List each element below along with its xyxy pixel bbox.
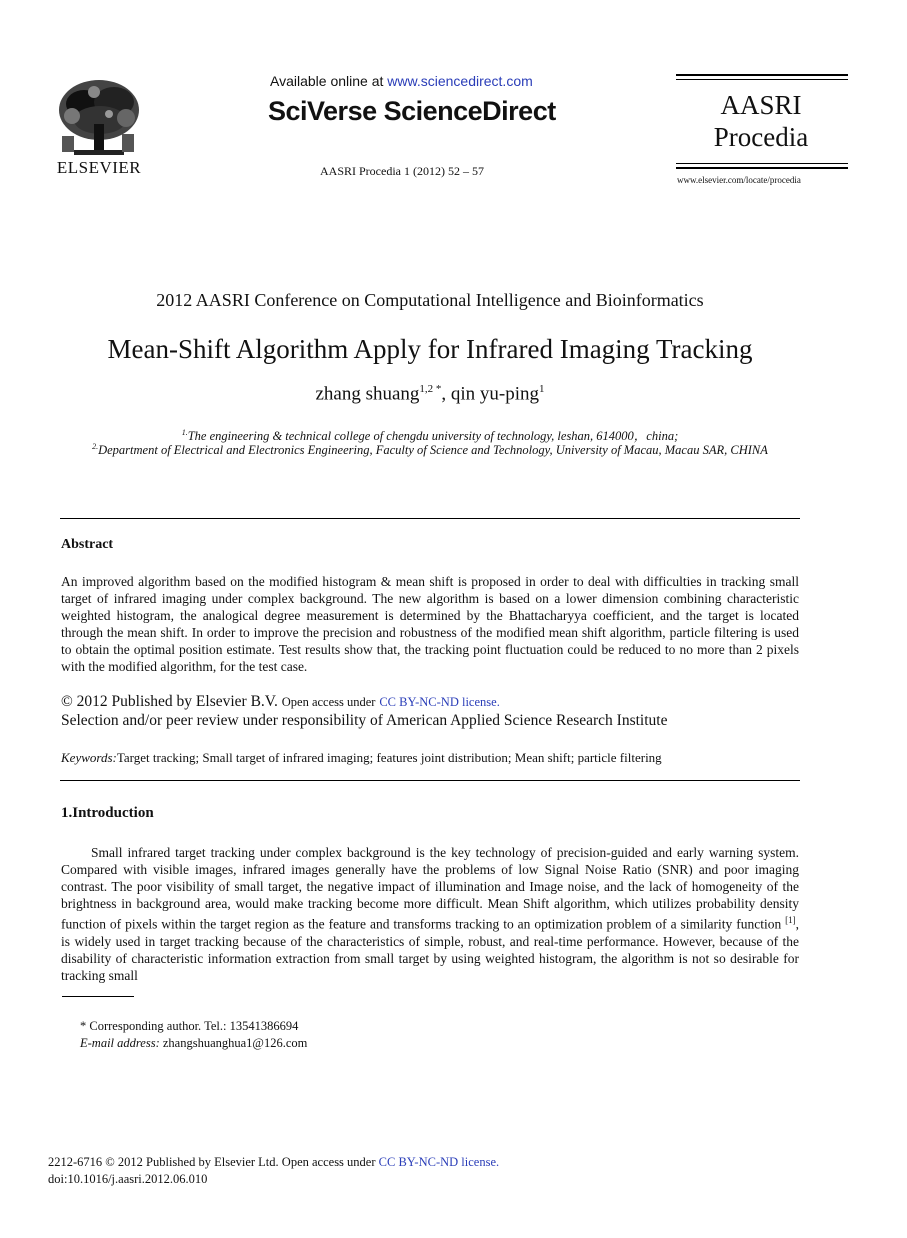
author-superscript: 1 bbox=[539, 383, 545, 395]
elsevier-wordmark: ELSEVIER bbox=[56, 158, 142, 177]
license-link[interactable]: CC BY-NC-ND license. bbox=[379, 695, 500, 709]
introduction-paragraph bbox=[61, 844, 799, 984]
sciencedirect-link[interactable]: www.sciencedirect.com bbox=[387, 73, 533, 89]
footnote-rule bbox=[62, 996, 134, 997]
email-line bbox=[80, 1036, 307, 1051]
journal-box-top-rule bbox=[676, 74, 848, 76]
copyright-line bbox=[61, 693, 500, 711]
open-access-label: Open access under bbox=[281, 695, 376, 709]
intro-text-part2: , is widely used in target tracking because of the characteristics of simple, robust, and real-time performance. However, because of the disability of characteristic information extraction from small target by using weighted histogram, the algorithm is not so desirable for tracking small bbox=[61, 916, 799, 983]
journal-name-line2: Procedia bbox=[713, 122, 809, 152]
author-list bbox=[0, 383, 860, 405]
citation-ref[interactable]: [1] bbox=[785, 915, 796, 925]
author-name: qin yu-ping bbox=[450, 383, 540, 405]
conference-name: 2012 AASRI Conference on Computational Intelligence and Bioinformatics bbox=[156, 290, 704, 310]
peer-review-statement: Selection and/or peer review under responsibility of American Applied Science Research Institute bbox=[61, 712, 668, 729]
email-label: E-mail address: bbox=[80, 1036, 160, 1050]
doi[interactable]: doi:10.1016/j.aasri.2012.06.010 bbox=[48, 1172, 208, 1186]
affiliation-marker: 1. bbox=[181, 427, 188, 437]
introduction-heading: 1.Introduction bbox=[61, 805, 154, 821]
author-name: zhang shuang bbox=[315, 383, 420, 405]
affiliation-2 bbox=[0, 442, 860, 458]
journal-url[interactable]: www.elsevier.com/locate/procedia bbox=[677, 175, 801, 185]
footer-license-link[interactable]: CC BY-NC-ND license. bbox=[378, 1155, 500, 1169]
affiliation-text: The engineering & technical college of chengdu university of technology, leshan, 614000，china; bbox=[187, 429, 679, 443]
affiliation-marker: 2. bbox=[92, 442, 99, 451]
introduction-body bbox=[61, 844, 799, 984]
abstract-bottom-rule bbox=[60, 780, 800, 781]
copyright-main: © 2012 Published by Elsevier B.V. bbox=[61, 693, 278, 710]
corresponding-author: * Corresponding author. Tel.: 13541386694 bbox=[80, 1019, 299, 1033]
issn-line bbox=[48, 1155, 499, 1170]
keywords-text: Target tracking; Small target of infrared imaging; features joint distribution; Mean shift; particle filtering bbox=[116, 750, 662, 765]
abstract-body: An improved algorithm based on the modified histogram & mean shift is proposed in order to deal with difficulties in tracking small target of infrared imaging under complex background. The new algorithm is based on a lower dimension combining characteristic weighted histogram, the analogical degree measurement is determined by the Bhattacharyya coefficient, and the target is located through the mean shift. In order to improve the precision and robustness of the modified mean shift algorithm, particle filtering is used to obtain the optimal position estimate. Test results show that, the tracking point fluctuation could be reduced to no more than 2 pixels with the modified algorithm, for the test case. bbox=[61, 574, 799, 674]
available-prefix: Available online at bbox=[270, 73, 384, 89]
sciverse-brand: SciVerse ScienceDirect bbox=[268, 96, 556, 126]
journal-citation: AASRI Procedia 1 (2012) 52 – 57 bbox=[320, 164, 484, 178]
keywords-label: Keywords: bbox=[61, 750, 117, 765]
elsevier-tree-logo bbox=[54, 76, 144, 160]
journal-box-bottom-rule bbox=[676, 163, 848, 164]
issn-text: 2212-6716 © 2012 Published by Elsevier Ltd. bbox=[48, 1155, 279, 1169]
paper-title: Mean-Shift Algorithm Apply for Infrared Imaging Tracking bbox=[107, 334, 753, 364]
journal-name-line1: AASRI bbox=[720, 90, 802, 120]
journal-box-top-rule-2 bbox=[676, 79, 848, 80]
abstract-heading: Abstract bbox=[61, 537, 114, 552]
intro-text-part1: Small infrared target tracking under complex background is the key technology of precision-guided and early warning system. Compared with visible images, infrared images generally have the problems of low Signal Noise Ratio (SNR) and poor imaging contrast. The poor visibility of small target, the negative impact of illumination and Image noise, and the lack of homogeneity of the brightness in background area, would make tracking become more difficult. Mean Shift algorithm, which utilizes probability density function of pixels within the target region as the feature and transforms tracking to an optimization problem of a similarity function bbox=[61, 845, 799, 932]
journal-box-bottom-rule-2 bbox=[676, 167, 848, 169]
email-address[interactable]: zhangshuanghua1@126.com bbox=[162, 1036, 308, 1050]
affiliation-text: Department of Electrical and Electronics Engineering, Faculty of Science and Technology, University of Macau, Macau SAR, CHINA bbox=[98, 443, 768, 458]
author-separator: , bbox=[441, 383, 451, 405]
tree-icon bbox=[54, 76, 144, 160]
keywords-line bbox=[61, 750, 662, 766]
abstract-top-rule bbox=[60, 518, 800, 519]
available-online-line bbox=[270, 73, 533, 89]
footer-open-access: Open access under bbox=[281, 1155, 376, 1169]
author-superscript: 1,2 * bbox=[419, 383, 442, 395]
